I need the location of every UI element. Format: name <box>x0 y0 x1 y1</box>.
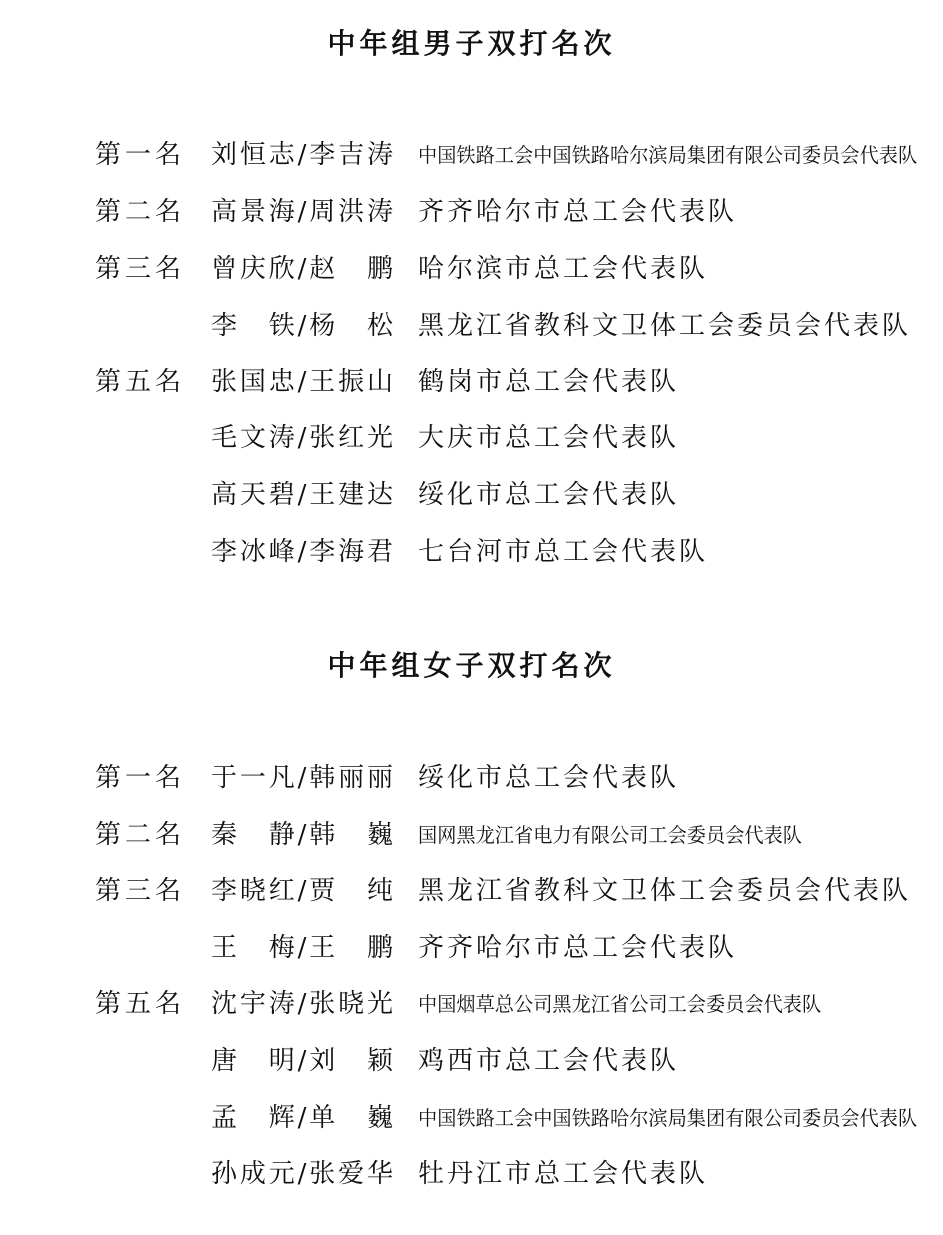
men-row-5 <box>0 362 943 402</box>
player-names: 高景海/周洪涛 <box>211 197 393 227</box>
women-row-5 <box>0 984 943 1024</box>
women-row-2 <box>0 815 943 855</box>
men-row-4 <box>0 306 943 346</box>
team-name: 黑龙江省教科文卫体工会委员会代表队 <box>418 876 912 906</box>
player-names: 李冰峰/李海君 <box>211 537 393 567</box>
player-names: 李 铁/杨 松 <box>211 311 393 341</box>
men-row-6 <box>0 418 943 458</box>
team-name: 国网黑龙江省电力有限公司工会委员会代表队 <box>418 823 802 847</box>
rank-label: 第三名 <box>95 876 186 906</box>
women-row-3 <box>0 871 943 911</box>
women-row-7 <box>0 1098 943 1138</box>
men-row-8 <box>0 532 943 572</box>
rank-label: 第一名 <box>95 763 186 793</box>
team-name: 中国铁路工会中国铁路哈尔滨局集团有限公司委员会代表队 <box>418 143 918 167</box>
team-name: 鸡西市总工会代表队 <box>418 1046 680 1076</box>
player-names: 曾庆欣/赵 鹏 <box>211 254 393 284</box>
team-name: 中国铁路工会中国铁路哈尔滨局集团有限公司委员会代表队 <box>418 1106 918 1130</box>
team-name: 绥化市总工会代表队 <box>418 763 680 793</box>
rank-label: 第五名 <box>95 989 186 1019</box>
team-name: 绥化市总工会代表队 <box>418 480 680 510</box>
women-row-6 <box>0 1041 943 1081</box>
women-row-8 <box>0 1154 943 1194</box>
team-name: 齐齐哈尔市总工会代表队 <box>418 933 738 963</box>
player-names: 李晓红/贾 纯 <box>211 876 393 906</box>
player-names: 唐 明/刘 颖 <box>211 1046 393 1076</box>
rank-label: 第二名 <box>95 820 186 850</box>
player-names: 沈宇涛/张晓光 <box>211 989 393 1019</box>
player-names: 毛文涛/张红光 <box>211 423 393 453</box>
women-row-4 <box>0 928 943 968</box>
team-name: 牡丹江市总工会代表队 <box>418 1159 709 1189</box>
player-names: 于一凡/韩丽丽 <box>211 763 393 793</box>
player-names: 秦 静/韩 巍 <box>211 820 393 850</box>
rank-label: 第三名 <box>95 254 186 284</box>
women-doubles-title: 中年组女子双打名次 <box>327 649 616 682</box>
team-name: 齐齐哈尔市总工会代表队 <box>418 197 738 227</box>
men-row-1 <box>0 135 943 175</box>
rank-label: 第五名 <box>95 367 186 397</box>
team-name: 中国烟草总公司黑龙江省公司工会委员会代表队 <box>418 992 822 1016</box>
player-names: 高天碧/王建达 <box>211 480 393 510</box>
men-doubles-title: 中年组男子双打名次 <box>327 27 616 60</box>
men-row-2 <box>0 192 943 232</box>
player-names: 张国忠/王振山 <box>211 367 393 397</box>
men-row-7 <box>0 475 943 515</box>
player-names: 王 梅/王 鹏 <box>211 933 393 963</box>
team-name: 哈尔滨市总工会代表队 <box>418 254 709 284</box>
team-name: 鹤岗市总工会代表队 <box>418 367 680 397</box>
rank-label: 第二名 <box>95 197 186 227</box>
team-name: 大庆市总工会代表队 <box>418 423 680 453</box>
women-row-1 <box>0 758 943 798</box>
men-row-3 <box>0 249 943 289</box>
player-names: 孙成元/张爱华 <box>211 1159 393 1189</box>
rank-label: 第一名 <box>95 140 186 170</box>
team-name: 黑龙江省教科文卫体工会委员会代表队 <box>418 311 912 341</box>
player-names: 孟 辉/单 巍 <box>211 1103 393 1133</box>
player-names: 刘恒志/李吉涛 <box>211 140 393 170</box>
team-name: 七台河市总工会代表队 <box>418 537 709 567</box>
